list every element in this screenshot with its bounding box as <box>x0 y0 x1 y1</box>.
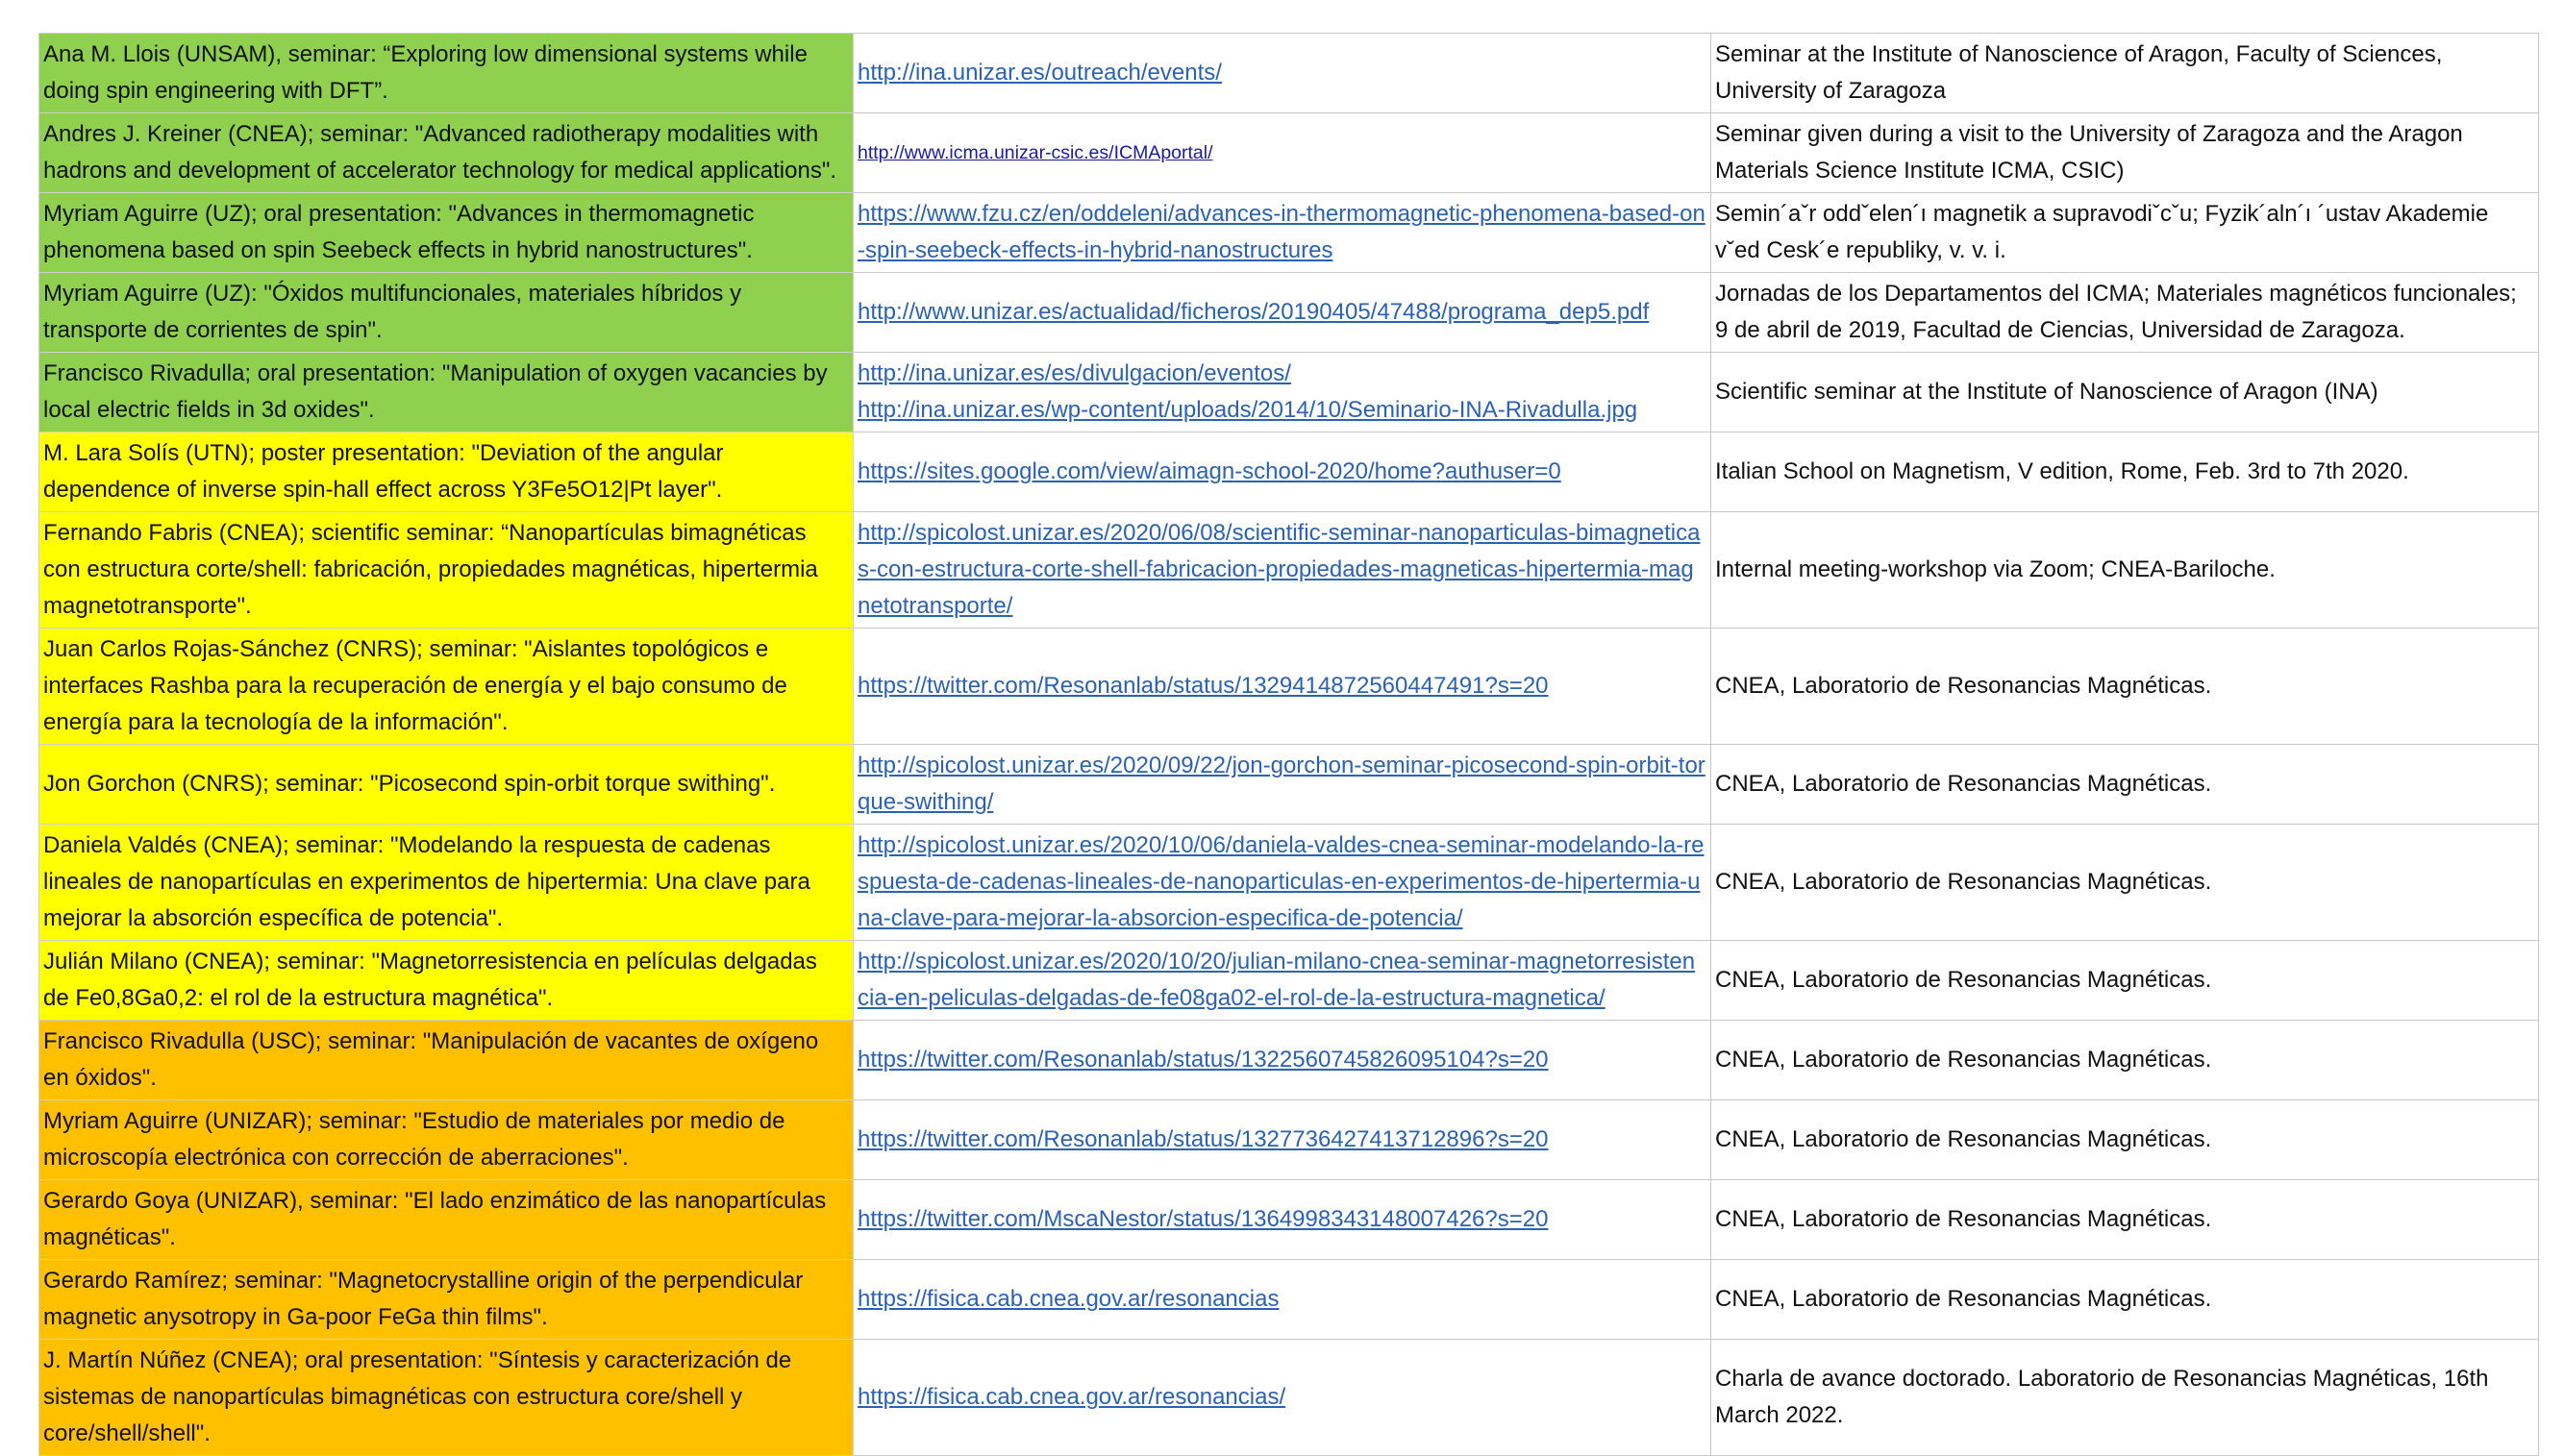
event-cell[interactable]: Gerardo Ramírez; seminar: "Magnetocrystalline origin of the perpendicular magnetic anysotropy in Ga-poor FeGa thin films". <box>39 1260 854 1340</box>
venue-cell[interactable]: CNEA, Laboratorio de Resonancias Magnéticas. <box>1711 825 2539 941</box>
event-cell[interactable]: Myriam Aguirre (UNIZAR); seminar: "Estudio de materiales por medio de microscopía electrónica con corrección de aberraciones". <box>39 1100 854 1180</box>
event-cell[interactable]: Myriam Aguirre (UZ); oral presentation: "Advances in thermomagnetic phenomena based on spin Seebeck effects in hybrid nanostructures". <box>39 193 854 273</box>
event-link[interactable]: http://spicolost.unizar.es/2020/10/20/julian-milano-cnea-seminar-magnetorresistencia-en-peliculas-delgadas-de-fe08ga02-el-rol-de-la-estructura-magnetica/ <box>858 949 1696 1011</box>
event-cell[interactable]: Daniela Valdés (CNEA); seminar: "Modelando la respuesta de cadenas lineales de nanopartículas en experimentos de hipertermia: Una clave para mejorar la absorción específica de potencia". <box>39 825 854 941</box>
table-row <box>39 1021 2539 1100</box>
table-row <box>39 193 2539 273</box>
link-cell[interactable] <box>854 512 1711 629</box>
venue-cell[interactable]: Seminar at the Institute of Nanoscience of Aragon, Faculty of Sciences, University of Zaragoza <box>1711 34 2539 113</box>
link-cell[interactable] <box>854 745 1711 825</box>
event-link[interactable]: http://ina.unizar.es/es/divulgacion/eventos/ <box>858 360 1291 386</box>
venue-cell[interactable]: CNEA, Laboratorio de Resonancias Magnéticas. <box>1711 629 2539 745</box>
table-row <box>39 1260 2539 1340</box>
event-link[interactable]: https://twitter.com/Resonanlab/status/1327736427413712896?s=20 <box>858 1126 1549 1152</box>
venue-cell[interactable]: CNEA, Laboratorio de Resonancias Magnéticas. <box>1711 1021 2539 1100</box>
table-row <box>39 745 2539 825</box>
table-row <box>39 1100 2539 1180</box>
event-link[interactable]: http://ina.unizar.es/outreach/events/ <box>858 60 1222 86</box>
venue-cell[interactable]: CNEA, Laboratorio de Resonancias Magnéticas. <box>1711 1100 2539 1180</box>
event-cell[interactable]: Ana M. Llois (UNSAM), seminar: “Exploring low dimensional systems while doing spin engineering with DFT”. <box>39 34 854 113</box>
venue-cell[interactable]: Internal meeting-workshop via Zoom; CNEA-Bariloche. <box>1711 512 2539 629</box>
event-link[interactable]: http://www.unizar.es/actualidad/ficheros/20190405/47488/programa_dep5.pdf <box>858 299 1650 325</box>
table-row <box>39 629 2539 745</box>
activities-table-body <box>39 34 2539 1456</box>
venue-cell[interactable]: CNEA, Laboratorio de Resonancias Magnéticas. <box>1711 1260 2539 1340</box>
venue-cell[interactable]: CNEA, Laboratorio de Resonancias Magnéticas. <box>1711 941 2539 1021</box>
event-link[interactable]: https://twitter.com/Resonanlab/status/1322560745826095104?s=20 <box>858 1047 1549 1073</box>
venue-cell[interactable]: Semin´aˇr oddˇelen´ı magnetik a supravodiˇcˇu; Fyzik´aln´ı ´ustav Akademie vˇed Cesk´e republiky, v. v. i. <box>1711 193 2539 273</box>
event-cell[interactable]: Francisco Rivadulla; oral presentation: "Manipulation of oxygen vacancies by local electric fields in 3d oxides". <box>39 353 854 432</box>
event-cell[interactable]: Julián Milano (CNEA); seminar: "Magnetorresistencia en películas delgadas de Fe0,8Ga0,2: el rol de la estructura magnética". <box>39 941 854 1021</box>
event-link[interactable]: http://www.icma.unizar-csic.es/ICMAportal/ <box>858 142 1213 163</box>
table-row <box>39 34 2539 113</box>
event-cell[interactable]: Jon Gorchon (CNRS); seminar: "Picosecond spin-orbit torque swithing". <box>39 745 854 825</box>
link-cell[interactable] <box>854 1100 1711 1180</box>
event-cell[interactable]: Myriam Aguirre (UZ): "Óxidos multifuncionales, materiales híbridos y transporte de corrientes de spin". <box>39 273 854 353</box>
link-cell[interactable] <box>854 353 1711 432</box>
venue-cell[interactable]: CNEA, Laboratorio de Resonancias Magnéticas. <box>1711 1180 2539 1260</box>
venue-cell[interactable]: Charla de avance doctorado. Laboratorio de Resonancias Magnéticas, 16th March 2022. <box>1711 1340 2539 1456</box>
table-row <box>39 273 2539 353</box>
table-row <box>39 113 2539 193</box>
table-row <box>39 353 2539 432</box>
venue-cell[interactable]: Seminar given during a visit to the University of Zaragoza and the Aragon Materials Science Institute ICMA, CSIC) <box>1711 113 2539 193</box>
event-link[interactable]: http://spicolost.unizar.es/2020/10/06/daniela-valdes-cnea-seminar-modelando-la-respuesta-de-cadenas-lineales-de-nanoparticulas-en-experimentos-de-hipertermia-una-clave-para-mejorar-la-absorcion-especifica-de-potencia/ <box>858 832 1705 931</box>
venue-cell[interactable]: Italian School on Magnetism, V edition, Rome, Feb. 3rd to 7th 2020. <box>1711 432 2539 512</box>
event-link[interactable]: http://spicolost.unizar.es/2020/06/08/scientific-seminar-nanoparticulas-bimagneticas-con-estructura-corte-shell-fabricacion-propiedades-magneticas-hipertermia-magnetotransporte/ <box>858 520 1701 619</box>
event-cell[interactable]: J. Martín Núñez (CNEA); oral presentation: "Síntesis y caracterización de sistemas de nanopartículas bimagnéticas con estructura core/shell y core/shell/shell". <box>39 1340 854 1456</box>
event-link[interactable]: https://fisica.cab.cnea.gov.ar/resonancias/ <box>858 1384 1286 1410</box>
event-link[interactable]: https://twitter.com/Resonanlab/status/1329414872560447491?s=20 <box>858 673 1549 699</box>
link-cell[interactable] <box>854 273 1711 353</box>
table-row <box>39 432 2539 512</box>
spreadsheet-sheet <box>38 33 2538 1456</box>
table-row <box>39 512 2539 629</box>
event-cell[interactable]: Andres J. Kreiner (CNEA); seminar: "Advanced radiotherapy modalities with hadrons and development of accelerator technology for medical applications". <box>39 113 854 193</box>
event-link[interactable]: https://www.fzu.cz/en/oddeleni/advances-in-thermomagnetic-phenomena-based-on-spin-seebeck-effects-in-hybrid-nanostructures <box>858 201 1705 263</box>
table-row <box>39 825 2539 941</box>
link-cell[interactable] <box>854 1340 1711 1456</box>
link-cell[interactable] <box>854 1260 1711 1340</box>
link-cell[interactable] <box>854 113 1711 193</box>
link-cell[interactable] <box>854 432 1711 512</box>
event-link[interactable]: https://twitter.com/MscaNestor/status/1364998343148007426?s=20 <box>858 1206 1549 1232</box>
event-cell[interactable]: M. Lara Solís (UTN); poster presentation: "Deviation of the angular dependence of inverse spin-hall effect across Y3Fe5O12|Pt layer". <box>39 432 854 512</box>
link-cell[interactable] <box>854 629 1711 745</box>
table-row <box>39 1340 2539 1456</box>
activities-table <box>38 33 2539 1456</box>
venue-cell[interactable]: Scientific seminar at the Institute of Nanoscience of Aragon (INA) <box>1711 353 2539 432</box>
event-link[interactable]: http://spicolost.unizar.es/2020/09/22/jon-gorchon-seminar-picosecond-spin-orbit-torque-swithing/ <box>858 753 1705 815</box>
event-link[interactable]: http://ina.unizar.es/wp-content/uploads/2014/10/Seminario-INA-Rivadulla.jpg <box>858 397 1638 423</box>
table-row <box>39 1180 2539 1260</box>
link-cell[interactable] <box>854 1021 1711 1100</box>
link-cell[interactable] <box>854 1180 1711 1260</box>
venue-cell[interactable]: CNEA, Laboratorio de Resonancias Magnéticas. <box>1711 745 2539 825</box>
event-link[interactable]: https://sites.google.com/view/aimagn-school-2020/home?authuser=0 <box>858 458 1561 484</box>
link-cell[interactable] <box>854 825 1711 941</box>
link-cell[interactable] <box>854 34 1711 113</box>
event-cell[interactable]: Francisco Rivadulla (USC); seminar: "Manipulación de vacantes de oxígeno en óxidos". <box>39 1021 854 1100</box>
table-row <box>39 941 2539 1021</box>
event-cell[interactable]: Gerardo Goya (UNIZAR), seminar: "El lado enzimático de las nanopartículas magnéticas". <box>39 1180 854 1260</box>
venue-cell[interactable]: Jornadas de los Departamentos del ICMA; Materiales magnéticos funcionales; 9 de abril de 2019, Facultad de Ciencias, Universidad de Zaragoza. <box>1711 273 2539 353</box>
event-link[interactable]: https://fisica.cab.cnea.gov.ar/resonancias <box>858 1286 1280 1312</box>
link-cell[interactable] <box>854 941 1711 1021</box>
link-cell[interactable] <box>854 193 1711 273</box>
event-cell[interactable]: Fernando Fabris (CNEA); scientific seminar: “Nanopartículas bimagnéticas con estructura corte/shell: fabricación, propiedades magnéticas, hipertermia magnetotransporte". <box>39 512 854 629</box>
event-cell[interactable]: Juan Carlos Rojas-Sánchez (CNRS); seminar: "Aislantes topológicos e interfaces Rashba para la recuperación de energía y el bajo consumo de energía para la tecnología de la información". <box>39 629 854 745</box>
